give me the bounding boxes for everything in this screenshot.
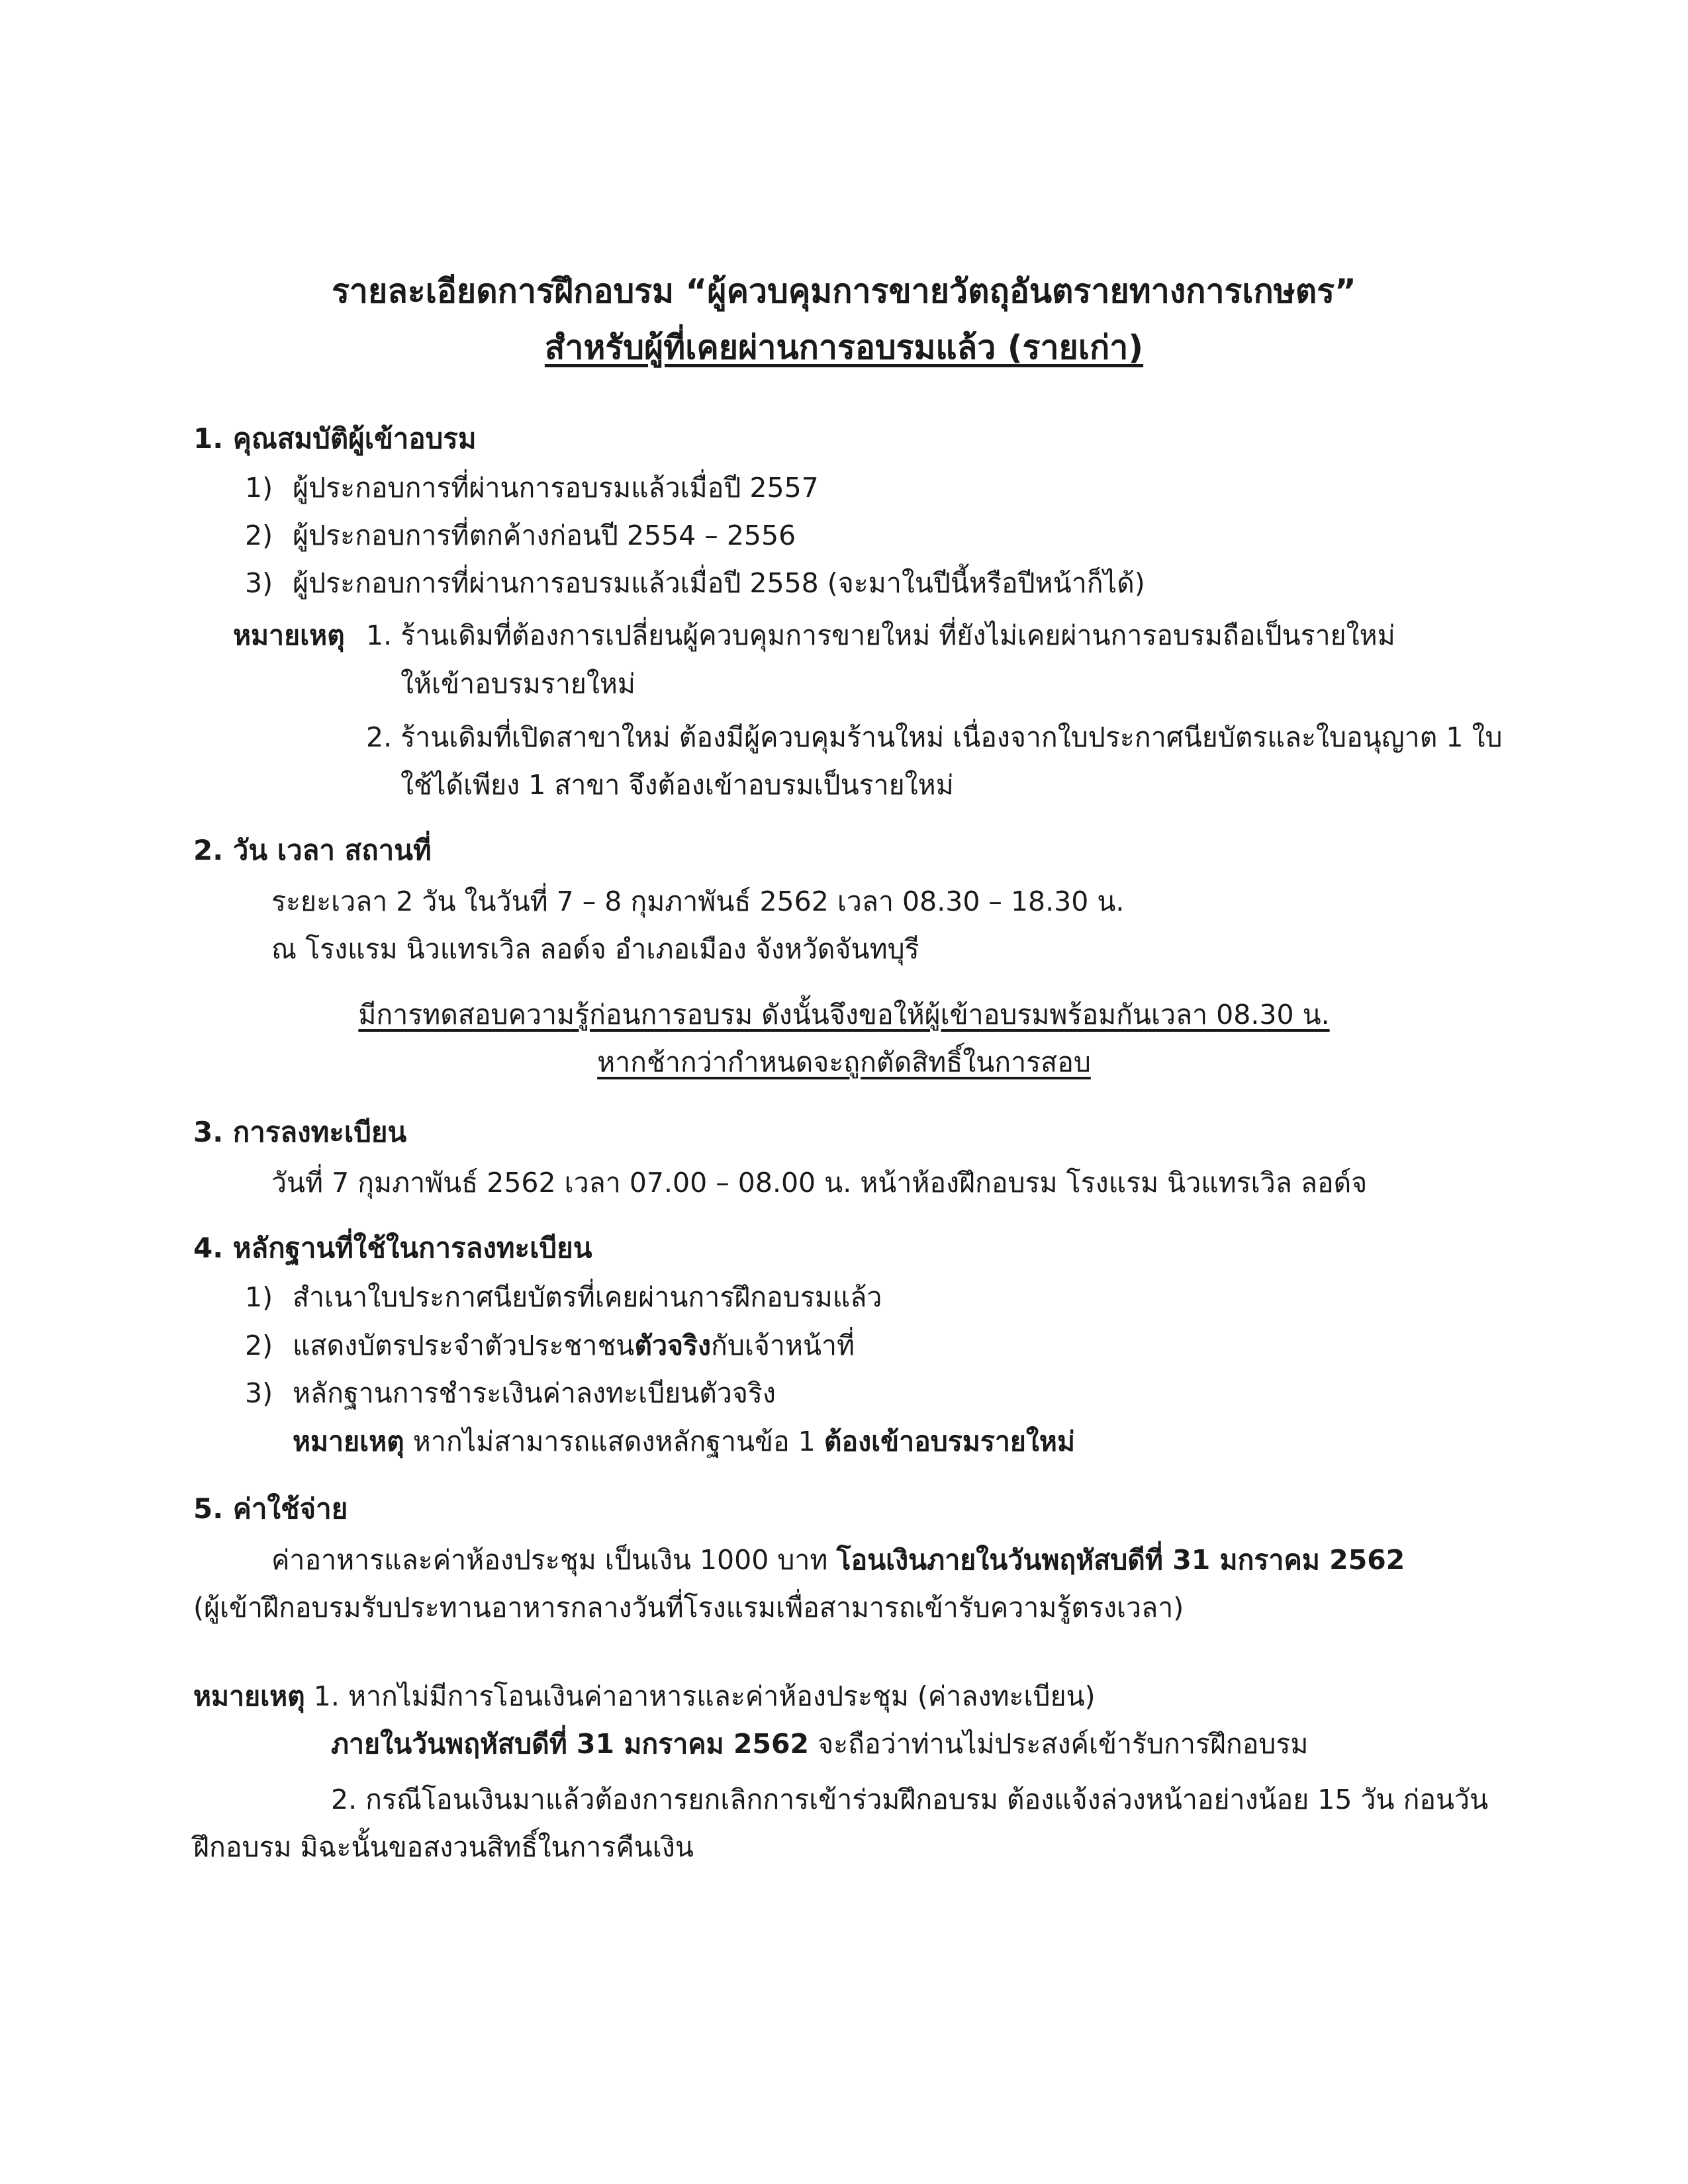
section4-note-text: หากไม่สามารถแสดงหลักฐานข้อ 1 bbox=[404, 1426, 824, 1457]
section4-item-2-text-bold: ตัวจริง bbox=[634, 1330, 712, 1361]
footnote-note2-line1: 2. กรณีโอนเงินมาแล้วต้องการยกเลิกการเข้าร่วมฝึกอบรม ต้องแจ้งล่วงหน้าอย่างน้อย 15 วัน ก่อนวัน bbox=[331, 1784, 1489, 1815]
document-title: รายละเอียดการฝึกอบรม “ผู้ควบคุมการขายวัตถุอันตรายทางการเกษตร” bbox=[332, 272, 1356, 310]
footnote-note1-deadline: ภายในวันพฤหัสบดีที่ 31 มกราคม 2562 bbox=[331, 1728, 810, 1760]
section1-note2-line1: 2. ร้านเดิมที่เปิดสาขาใหม่ ต้องมีผู้ควบคุมร้านใหม่ เนื่องจากใบประกาศนียบัตรและใบอนุญาต 1 ใบ bbox=[366, 721, 1503, 753]
footnote-note1-line1-text: 1. หากไม่มีการโอนเงินค่าอาหารและค่าห้องประชุม (ค่าลงทะเบียน) bbox=[305, 1680, 1096, 1712]
section1-note2-line2: ใช้ได้เพียง 1 สาขา จึงต้องเข้าอบรมเป็นรายใหม่ bbox=[400, 769, 954, 801]
footnote-label: หมายเหตุ bbox=[193, 1680, 305, 1712]
section4-note-label: หมายเหตุ bbox=[293, 1426, 404, 1457]
section2-notice-line2-text: หากช้ากว่ากำหนดจะถูกตัดสิทธิ์ในการสอบ bbox=[597, 1046, 1091, 1078]
section3-heading: 3. การลงทะเบียน bbox=[193, 1116, 407, 1148]
section1-item-2-num: 2) bbox=[245, 520, 273, 551]
section4-item-3-text: หลักฐานการชำระเงินค่าลงทะเบียนตัวจริง bbox=[293, 1377, 776, 1409]
section4-item-1-text: สำเนาใบประกาศนียบัตรที่เคยผ่านการฝึกอบรมแล้ว bbox=[293, 1281, 882, 1313]
footnote-note1-line2 bbox=[331, 1724, 1308, 1764]
section1-note-label: หมายเหตุ bbox=[233, 619, 345, 651]
section2-notice-line1 bbox=[0, 995, 1688, 1034]
section5-cost bbox=[271, 1540, 1405, 1580]
section5-cost-text: ค่าอาหารและค่าห้องประชุม เป็นเงิน 1000 บาท bbox=[271, 1544, 837, 1576]
section2-schedule: ระยะเวลา 2 วัน ในวันที่ 7 – 8 กุมภาพันธ์ 2562 เวลา 08.30 – 18.30 น. bbox=[271, 886, 1125, 917]
section2-notice-line1-text: มีการทดสอบความรู้ก่อนการอบรม ดังนั้นจึงขอให้ผู้เข้าอบรมพร้อมกันเวลา 08.30 น. bbox=[358, 999, 1330, 1030]
section1-item-1-num: 1) bbox=[245, 472, 273, 504]
footnote-note1-line2-rest: จะถือว่าท่านไม่ประสงค์เข้ารับการฝึกอบรม bbox=[809, 1728, 1309, 1760]
section1-item-3-num: 3) bbox=[245, 567, 273, 599]
section4-heading: 4. หลักฐานที่ใช้ในการลงทะเบียน bbox=[193, 1232, 592, 1264]
section2-heading: 2. วัน เวลา สถานที่ bbox=[193, 834, 432, 866]
section1-item-2-text: ผู้ประกอบการที่ตกค้างก่อนปี 2554 – 2556 bbox=[293, 520, 796, 551]
section5-heading: 5. ค่าใช้จ่าย bbox=[193, 1492, 348, 1525]
section4-item-1-num: 1) bbox=[245, 1281, 273, 1313]
section1-note1-line1: 1. ร้านเดิมที่ต้องการเปลี่ยนผู้ควบคุมการขายใหม่ ที่ยังไม่เคยผ่านการอบรมถือเป็นรายใหม่ bbox=[366, 619, 1395, 651]
footnote-note2-line2: ฝึกอบรม มิฉะนั้นขอสงวนสิทธิ์ในการคืนเงิน bbox=[193, 1831, 694, 1863]
section5-lunch-note: (ผู้เข้าฝึกอบรมรับประทานอาหารกลางวันที่โรงแรมเพื่อสามารถเข้ารับความรู้ตรงเวลา) bbox=[193, 1592, 1184, 1623]
section4-item-2-text-b: กับเจ้าหน้าที่ bbox=[711, 1330, 855, 1361]
document-subtitle bbox=[0, 324, 1688, 371]
document-subtitle-text: สำหรับผู้ที่เคยผ่านการอบรมแล้ว (รายเก่า) bbox=[544, 328, 1144, 367]
section5-cost-deadline: โอนเงินภายในวันพฤหัสบดีที่ 31 มกราคม 2562 bbox=[836, 1544, 1405, 1576]
footnote-note1-line1 bbox=[193, 1676, 1096, 1716]
section4-item-3-num: 3) bbox=[245, 1377, 273, 1409]
section2-notice-line2 bbox=[0, 1042, 1688, 1082]
section4-item-2-text bbox=[293, 1326, 855, 1365]
section4-note-bold: ต้องเข้าอบรมรายใหม่ bbox=[823, 1426, 1075, 1457]
section1-note1-line2: ให้เข้าอบรมรายใหม่ bbox=[400, 668, 635, 700]
section4-item-2-num: 2) bbox=[245, 1330, 273, 1361]
section4-note bbox=[293, 1422, 1075, 1461]
section1-heading: 1. คุณสมบัติผู้เข้าอบรม bbox=[193, 422, 477, 455]
section3-registration-time: วันที่ 7 กุมภาพันธ์ 2562 เวลา 07.00 – 08.00 น. หน้าห้องฝึกอบรม โรงแรม นิวแทรเวิล ลอด์จ bbox=[271, 1167, 1368, 1199]
section1-item-1-text: ผู้ประกอบการที่ผ่านการอบรมแล้วเมื่อปี 2557 bbox=[293, 472, 819, 504]
section2-venue: ณ โรงแรม นิวแทรเวิล ลอด์จ อำเภอเมือง จังหวัดจันทบุรี bbox=[271, 933, 919, 965]
section1-item-3-text: ผู้ประกอบการที่ผ่านการอบรมแล้วเมื่อปี 2558 (จะมาในปีนี้หรือปีหน้าก็ได้) bbox=[293, 567, 1145, 599]
section4-item-2-text-a: แสดงบัตรประจำตัวประชาชน bbox=[293, 1330, 635, 1361]
